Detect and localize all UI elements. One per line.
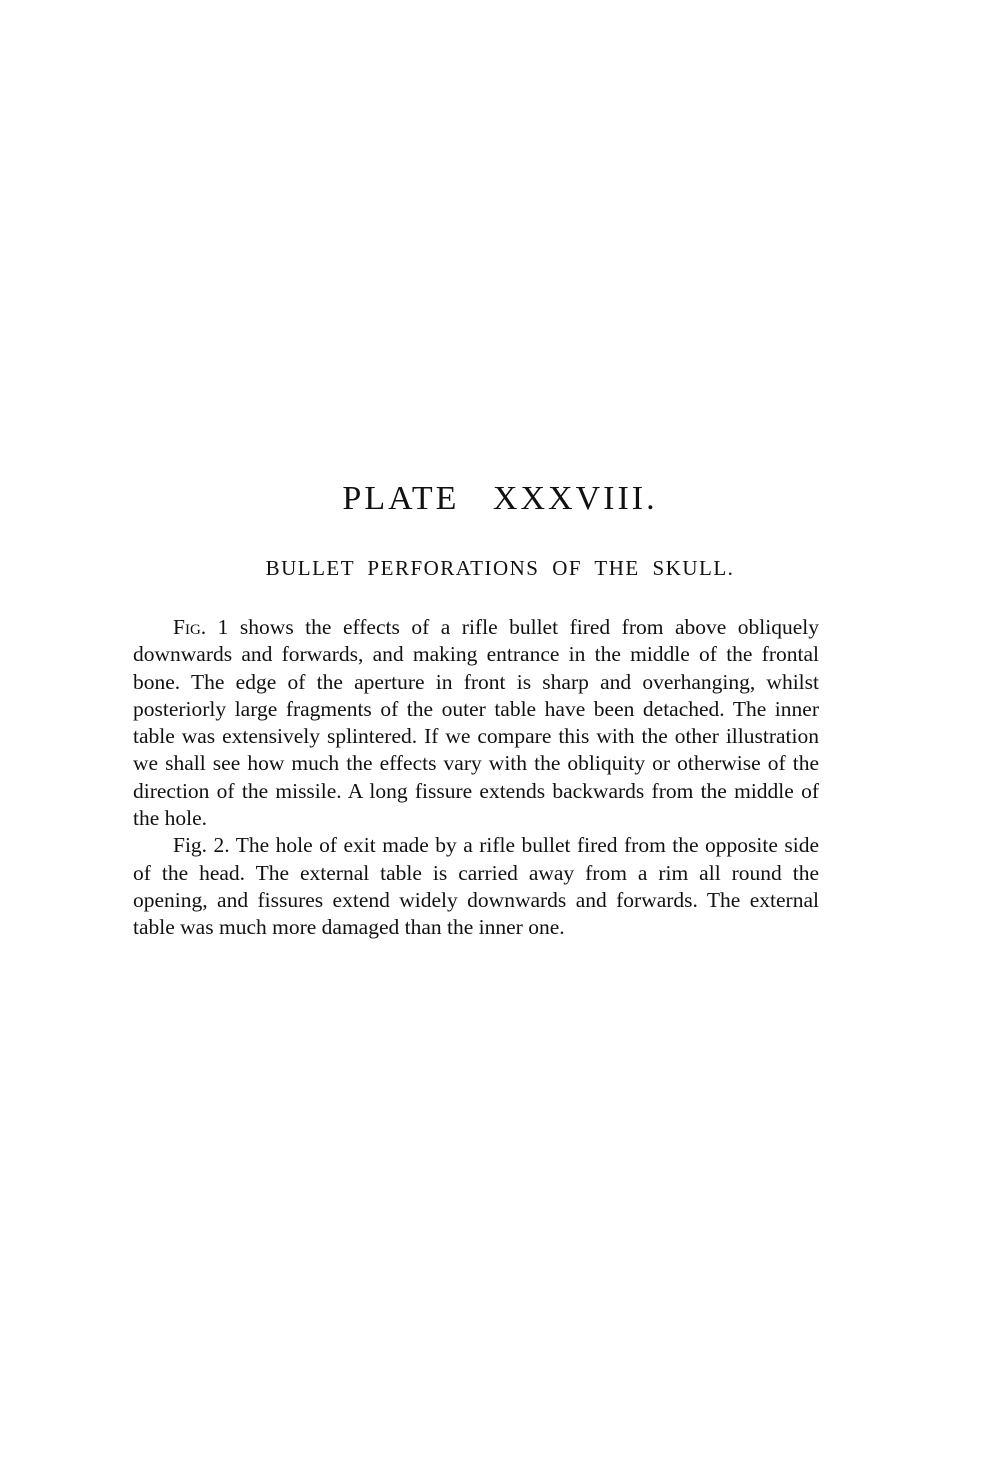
paragraph-text: 2. The hole of exit made by a rifle bullet fired from the opposite side of the head. The external table is carried away from a rim all round the opening, and fissures extend widely downwards and forwards. The external table was much more damaged than the inner one. — [133, 833, 819, 940]
figure-reference: Fig. — [173, 615, 207, 639]
plate-subtitle: BULLET PERFORATIONS OF THE SKULL. — [265, 556, 735, 580]
paragraph-fig-2 — [133, 832, 819, 941]
description-body — [133, 614, 819, 942]
paragraph-fig-1 — [133, 614, 819, 832]
plate-title: PLATE XXXVIII. — [342, 480, 658, 517]
paragraph-text: 1 shows the effects of a rifle bullet fired from above obliquely downwards and forwards, and making entrance in the middle of the frontal bone. The edge of the aperture in front is sharp and overhanging, whilst posteriorly large fragments of the outer table have been detached. The inner table was extensively splintered. If we compare this with the other illustration we shall see how much the effects vary with the obliquity or otherwise of the direction of the missile. A long fissure extends backwards from the middle of the hole. — [133, 615, 819, 831]
figure-reference: Fig. — [173, 833, 208, 858]
